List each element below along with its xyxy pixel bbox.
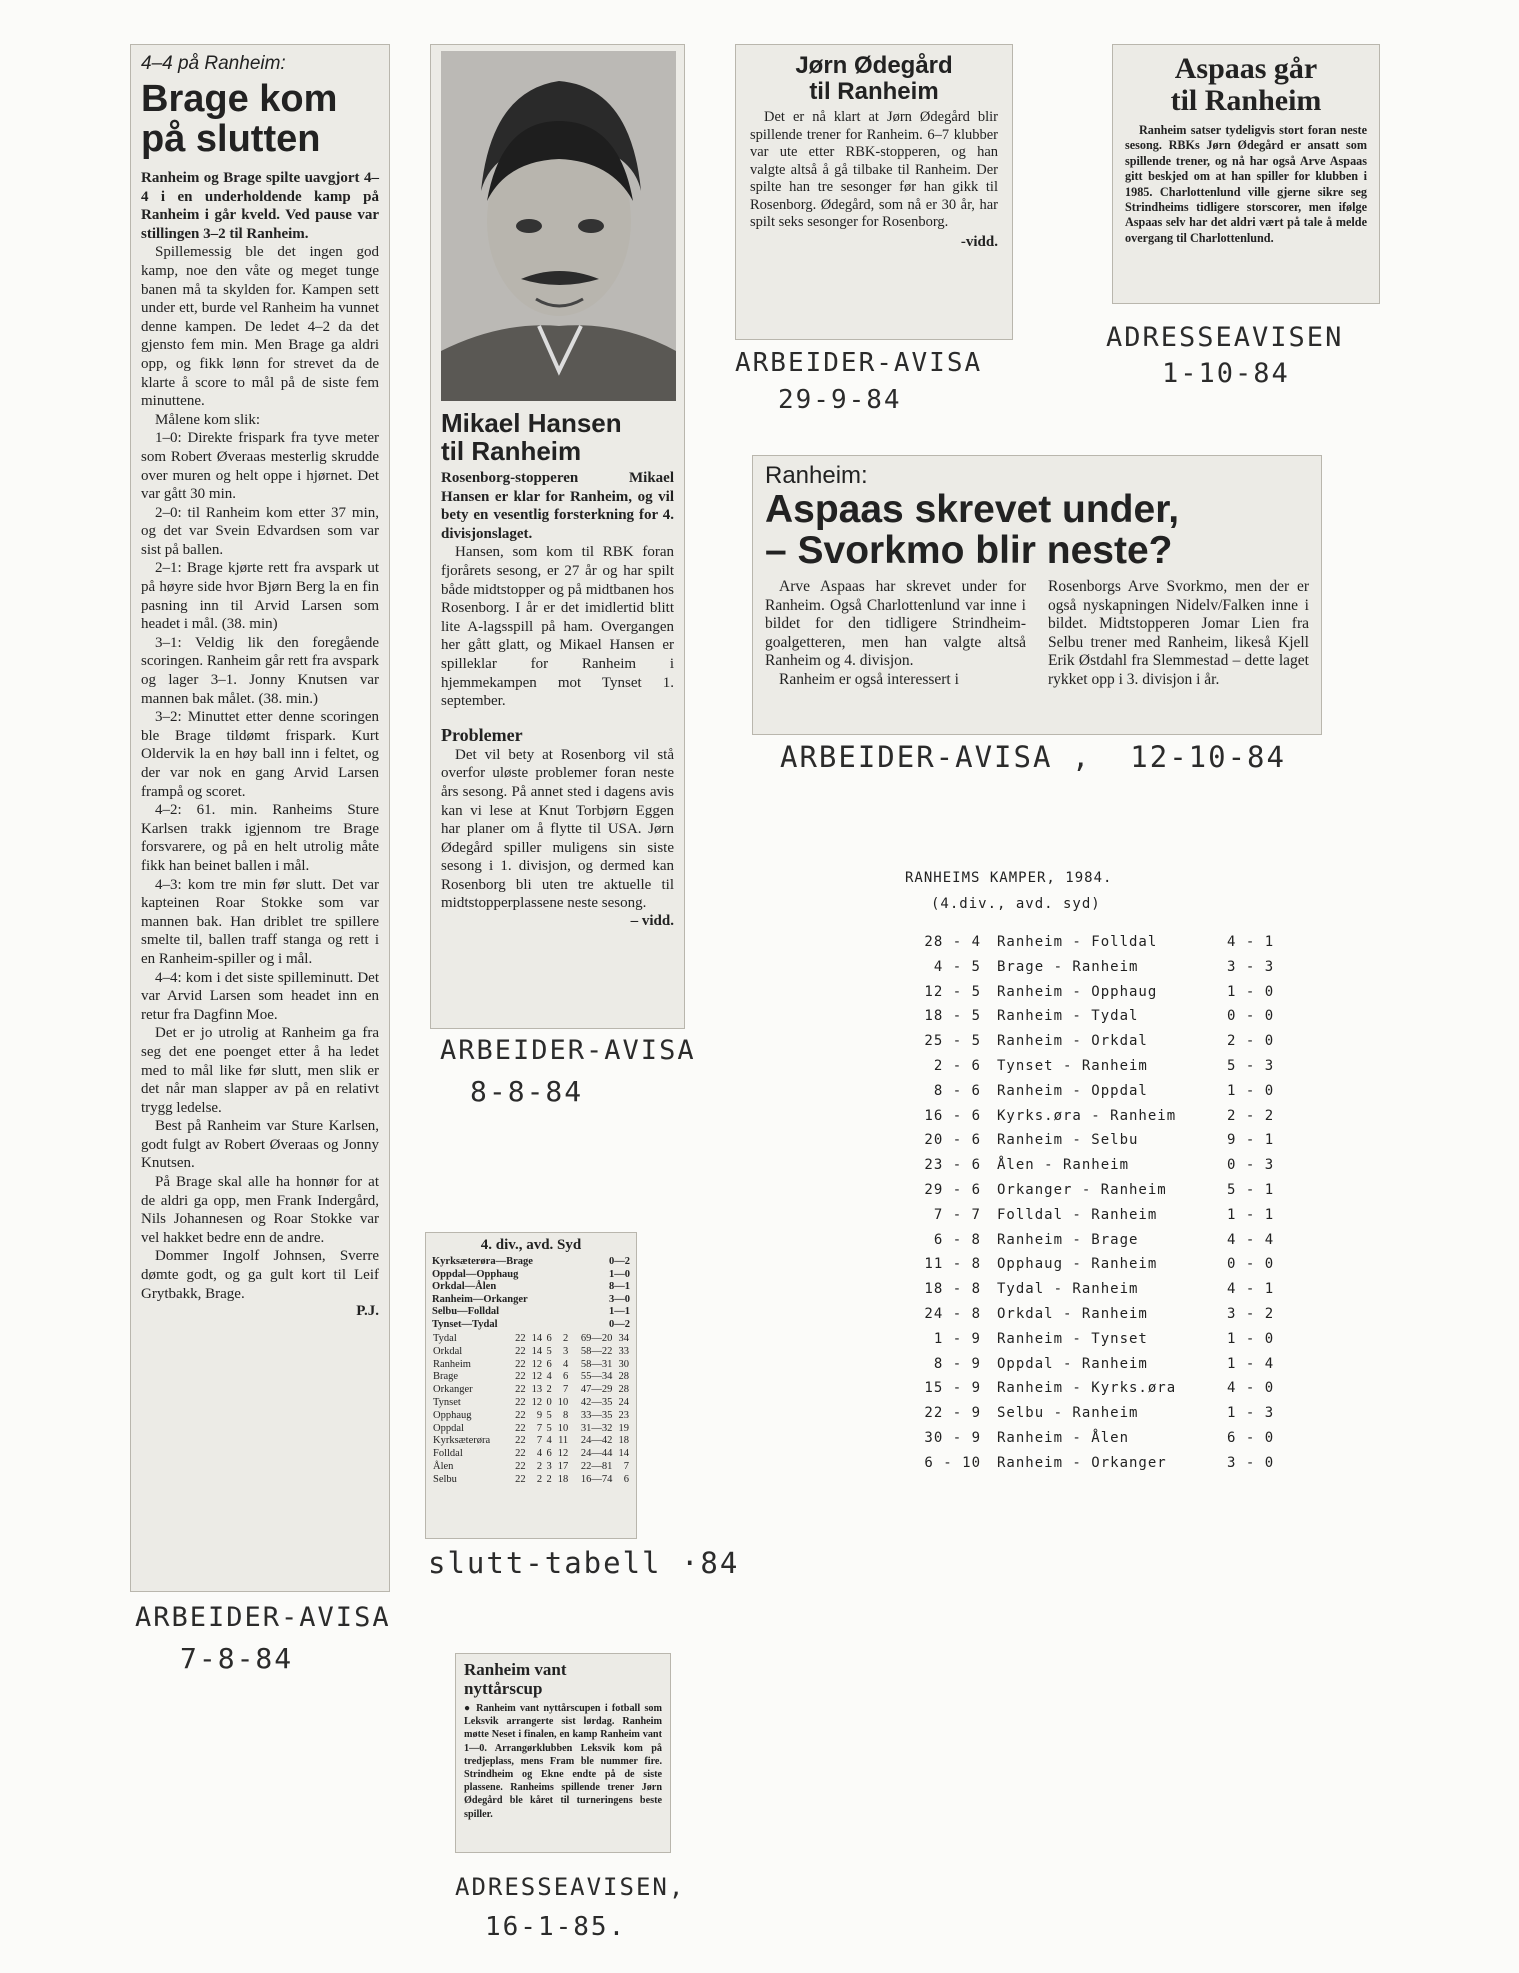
results-rows [905,934,1305,1480]
headline: Brage kom [141,78,338,120]
round-result-row [432,1319,630,1332]
round-result-row [432,1306,630,1319]
league-pts: 6 [623,1473,629,1485]
subhead: Problemer [441,724,523,745]
body-paragraph: 3–2: Minuttet etter denne scoringen ble Brage tildømt frispark. Kurt Oldervik la en høy ball inn i feltet, og der var nok en gang Arvid Larsen frampå og scoret. [141,709,379,800]
league-goals: 58—31 [580,1358,613,1370]
result-row [905,1405,1305,1430]
body-paragraph: Arve Aspaas har skrevet under for Ranheim. Også Charlottenlund var inne i bildet for den tidligere Strindheim-goalgetteren, men han valgte altså Ranheim og 4. divisjon. [765,578,1026,670]
result-date: 7 - 7 [933,1206,981,1223]
league-l: 4 [562,1358,569,1370]
result-score: 4 - 1 [1227,934,1275,950]
league-w: 9 [536,1409,543,1421]
result-row [905,1256,1305,1281]
league-goals: 24—44 [580,1448,613,1460]
result-score: 1 - 3 [1227,1405,1275,1422]
league-goals: 47—29 [580,1384,613,1396]
round-result-row [432,1269,630,1282]
round-result-score: 1—0 [609,1268,630,1280]
result-score: 1 - 4 [1227,1355,1275,1372]
league-goals: 22—81 [580,1460,613,1472]
league-table-row [432,1384,630,1397]
league-goals: 16—74 [580,1473,613,1485]
result-row [905,1380,1305,1405]
result-date: 25 - 5 [924,1033,981,1050]
body-paragraph: Ranheim satser tydeligvis stort foran neste sesong. RBKs Jørn Ødegård er ansatt som spillende trener, og nå har også Arve Aspaas gitt beskjed om at han spiller for klubben i 1985. Charlottenlund ville gjerne sikre seg Strindheims tidligere storscorer, men ifølge Aspaas selv har det aldri vært på tale å melde overgang til Charlottenlund. [1125,123,1367,245]
body-paragraph: 3–1: Veldig lik den foregående scoringen. Ranheim går rett fra avspark og lager 3–1. Jonny Knutsen var mannen bak målet. (38. min.) [141,634,379,707]
round-result-match: Orkdal—Ålen [432,1281,497,1292]
result-match: Ranheim - Selbu [997,1132,1139,1149]
result-match: Ranheim - Kyrks.øra [997,1380,1177,1397]
league-pts: 19 [618,1422,629,1434]
clipping-standings-table [425,1232,637,1539]
result-match: Ranheim - Tynset [997,1330,1148,1347]
league-d: 2 [546,1384,552,1396]
result-match: Folldal - Ranheim [997,1206,1158,1223]
result-row [905,1157,1305,1182]
result-row [905,1132,1305,1157]
league-p: 22 [515,1345,526,1357]
league-table [432,1333,630,1487]
league-w: 14 [531,1333,543,1344]
body-paragraph: Hansen, som kom til RBK foran fjorårets sesong, er 27 år og har spilt både midtstopper og på midtbanen hos Rosenborg. I år er det imidlertid blitt lite A-lagsspill på ham. Overgangen her gått glatt, og Mikael Hansen er spilleklar for Ranheim i hjemmekampen mot Tynset 1. september. [441,544,674,710]
league-goals: 31—32 [580,1422,613,1434]
league-table-row [432,1461,630,1474]
result-row [905,1331,1305,1356]
league-goals: 24—42 [580,1435,613,1447]
body-paragraph: Dommer Ingolf Johnsen, Sverre dømte godt, og ga gult kort til Leif Grytbakk, Brage. [141,1248,379,1302]
headline: Ranheim vant [464,1660,567,1679]
league-l: 2 [562,1333,569,1344]
league-d: 5 [546,1409,552,1421]
result-match: Orkanger - Ranheim [997,1181,1167,1198]
league-d: 4 [546,1371,552,1383]
result-date: 11 - 8 [924,1256,981,1273]
round-result-score: 3—0 [609,1293,630,1305]
league-p: 22 [515,1358,526,1370]
result-match: Oppdal - Ranheim [997,1355,1148,1372]
result-date: 4 - 5 [933,958,981,975]
result-row [905,934,1305,959]
body-paragraph: Det er nå klart at Jørn Ødegård blir spillende trener for Ranheim. 6–7 klubber var ute etter RBK-stopperen, og han valgte altså å gå tilbake til Ranheim. Der spilte han tre sesonger før han gikk til Rosenborg. Ødegård, som nå er 30 år, har spilt seks sesonger for Rosenborg. [750,109,998,230]
league-table-row [432,1410,630,1423]
body-paragraph-2: Ranheim er også interessert i [779,670,959,688]
league-pts: 30 [618,1358,629,1370]
result-date: 6 - 10 [924,1454,981,1471]
result-row [905,1008,1305,1033]
league-team: Ranheim [433,1358,471,1370]
headline: Aspaas går [1174,52,1318,85]
league-team: Orkanger [433,1384,473,1396]
result-date: 15 - 9 [924,1380,981,1397]
league-d: 6 [546,1333,552,1344]
round-result-score: 1—1 [609,1306,630,1317]
round-result-match: Oppdal—Opphaug [432,1268,519,1280]
player-portrait-photo [441,51,676,401]
league-goals: 58—22 [580,1345,613,1357]
article-column-2 [1048,578,1309,690]
league-team: Selbu [433,1473,457,1485]
body-paragraph: Det er jo utrolig at Ranheim ga fra seg det ene poenget etter å ha ledet med to mål like før slutt, men slik er det når man slapper av på en relativt trygg ledelse. [141,1025,379,1116]
round-result-row [432,1294,630,1307]
result-match: Ranheim - Oppdal [997,1082,1148,1099]
league-d: 2 [546,1473,552,1485]
date-label: 16-1-85. [485,1912,627,1942]
result-row [905,1207,1305,1232]
league-d: 6 [546,1448,552,1460]
league-p: 22 [515,1396,526,1408]
round-result-match: Ranheim—Orkanger [432,1293,528,1305]
league-goals: 69—20 [580,1333,613,1344]
league-goals: 42—35 [580,1396,613,1408]
league-team: Brage [433,1371,459,1383]
league-d: 5 [546,1422,552,1434]
result-match: Selbu - Ranheim [997,1405,1139,1422]
league-pts: 18 [618,1435,629,1447]
result-match: Tynset - Ranheim [997,1057,1148,1074]
result-score: 0 - 3 [1227,1157,1275,1174]
headline: Mikael Hansen [441,408,622,438]
result-date: 18 - 5 [924,1008,981,1025]
source-label: ARBEIDER-AVISA [135,1602,391,1633]
result-date: 29 - 6 [924,1181,981,1198]
league-team: Opphaug [433,1409,472,1421]
league-table-row [432,1435,630,1448]
league-w: 12 [531,1371,543,1383]
league-table-row [432,1333,630,1346]
league-table-row [432,1359,630,1372]
result-score: 1 - 0 [1227,983,1275,1000]
clipping-jorn-odegard [735,44,1013,340]
result-row [905,1455,1305,1480]
league-goals: 33—35 [580,1409,613,1421]
league-l: 3 [562,1345,569,1357]
result-date: 20 - 6 [924,1132,981,1149]
round-results [432,1256,630,1331]
league-team: Tydal [433,1333,457,1344]
result-match: Ranheim - Orkanger [997,1454,1167,1471]
league-pts: 28 [618,1384,629,1396]
league-w: 12 [531,1396,543,1408]
result-score: 6 - 0 [1227,1429,1275,1446]
league-p: 22 [515,1422,526,1434]
result-date: 2 - 6 [933,1057,981,1074]
result-score: 2 - 0 [1227,1033,1275,1050]
league-table-row [432,1346,630,1359]
result-score: 2 - 2 [1227,1107,1275,1124]
result-date: 30 - 9 [924,1429,981,1446]
round-result-match: Tynset—Tydal [432,1318,498,1330]
result-match: Kyrks.øra - Ranheim [997,1107,1177,1124]
source-label: ARBEIDER-AVISA [735,348,983,378]
headline-line-2: til Ranheim [1170,84,1322,117]
result-match: Ranheim - Tydal [997,1008,1139,1025]
league-table-row [432,1423,630,1436]
date-label: 7-8-84 [180,1642,294,1675]
league-p: 22 [515,1448,526,1460]
league-table-row [432,1474,630,1487]
body-paragraph: Best på Ranheim var Sture Karlsen, godt fulgt av Robert Øveraas og Jonny Knutsen. [141,1118,379,1172]
kicker: 4–4 på Ranheim: [141,53,286,74]
body-paragraph: 1–0: Direkte frispark fra tyve meter som Robert Øveraas mesterlig skrudde over muren og helt oppe i hjørnet. Det var gått 30 min. [141,430,379,503]
league-p: 22 [515,1409,526,1421]
body-paragraph-2: Det vil bety at Rosenborg vil stå overfor uløste problemer foran neste års sesong. På annet sted i dagens avis kan vi lese at Knut Torbjørn Eggen har planer om å flytte til USA. Jørn Ødegård spiller muligens sin siste sesong i 1. divisjon, og dermed kan Rosenborg bli uten tre aktuelle til midtstopperplassene neste sesong. [441,746,674,912]
league-pts: 14 [618,1448,629,1460]
source-name: ARBEIDER-AVISA [780,740,1053,774]
headline: Jørn Ødegård [795,52,953,79]
clipping-ranheim-vant-nyttarscup [455,1653,671,1853]
result-match: Ranheim - Opphaug [997,983,1158,1000]
league-l: 10 [557,1396,569,1408]
signature: P.J. [356,1303,379,1320]
league-goals: 55—34 [580,1371,613,1383]
result-date: 6 - 8 [933,1231,981,1248]
result-row [905,1281,1305,1306]
league-l: 8 [562,1409,569,1421]
league-team: Ålen [433,1460,454,1472]
result-score: 3 - 2 [1227,1305,1275,1322]
league-table-row [432,1448,630,1461]
league-p: 22 [515,1435,526,1447]
league-p: 22 [515,1460,526,1472]
body-paragraph: På Brage skal alle ha honnør for at de aldri ga opp, men Frank Indergård, Nils Johannesen og Roar Stokke var vel hakket bedre enn de andre. [141,1174,379,1246]
result-date: 16 - 6 [924,1107,981,1124]
league-pts: 28 [618,1371,629,1383]
clipping-mikael-hansen [430,44,685,1029]
league-d: 5 [546,1345,552,1357]
result-score: 4 - 0 [1227,1380,1275,1397]
league-l: 18 [557,1473,569,1485]
result-date: 28 - 4 [924,934,981,950]
body-paragraph: 4–4: kom i det siste spilleminutt. Det var Arvid Larsen som headet inn en retur fra Dagfinn Moe. [141,969,379,1023]
result-date: 22 - 9 [924,1405,981,1422]
result-row [905,959,1305,984]
signature: -vidd. [960,233,998,250]
headline: Aspaas skrevet under, [765,488,1180,531]
signature: – vidd. [630,913,674,930]
league-team: Orkdal [433,1345,463,1357]
standings-title: 4. div., avd. Syd [480,1237,582,1253]
league-w: 12 [531,1358,543,1370]
round-result-row [432,1281,630,1294]
clipping-aspaas-gar-til-ranheim [1112,44,1380,304]
clipping-aspaas-skrevet-under [752,455,1322,735]
result-row [905,1108,1305,1133]
headline-line-2: på slutten [141,118,321,160]
result-row [905,1306,1305,1331]
result-score: 1 - 0 [1227,1330,1275,1347]
round-result-match: Selbu—Folldal [432,1306,500,1317]
round-result-row [432,1256,630,1269]
league-p: 22 [515,1384,526,1396]
article-columns [765,578,1309,690]
body-paragraph: 4–3: kom tre min før slutt. Det var kapteinen Roar Stokke som var mannen bak. Han driblet tre spillere smelte til, ballen traff stanga og rett i en Ranheim-spiller og i mål. [141,876,379,967]
article-column-1 [765,578,1026,690]
league-pts: 24 [618,1396,629,1408]
league-table-row [432,1397,630,1410]
kicker: Ranheim: [765,462,868,489]
result-score: 0 - 0 [1227,1008,1275,1025]
result-match: Ålen - Ranheim [997,1157,1130,1174]
body-paragraph-3: Rosenborgs Arve Svorkmo, men der er også nyskapningen Nidelv/Falken inne i bildet. Midtstopperen Jomar Lien fra Selbu trener med Ranheim, likeså Kjell Erik Østdahl fra Slemmestad – dette laget rykket opp i 3. divisjon i år. [1048,578,1309,688]
result-date: 18 - 8 [924,1281,981,1298]
result-score: 5 - 1 [1227,1181,1275,1198]
headline-line-2: til Ranheim [809,78,939,105]
league-team: Kyrksæterøra [433,1435,491,1447]
result-date: 12 - 5 [924,983,981,1000]
league-l: 7 [562,1384,569,1396]
result-row [905,1430,1305,1455]
league-table-row [432,1371,630,1384]
round-result-score: 8—1 [609,1281,630,1292]
league-l: 11 [558,1435,569,1447]
league-w: 2 [536,1460,543,1472]
date-label: 1-10-84 [1162,358,1290,389]
source-label: ARBEIDER-AVISA [440,1035,696,1066]
headline-line-2: til Ranheim [441,436,582,466]
result-score: 3 - 0 [1227,1454,1275,1471]
league-d: 3 [546,1460,552,1472]
result-match: Opphaug - Ranheim [997,1256,1158,1273]
body-paragraph: 4–2: 61. min. Ranheims Sture Karlsen trakk igjennom tre Brage forsvarere, og på en helt utrolig måte fikk han beinet ballen i mål. [141,802,379,874]
league-w: 2 [536,1473,543,1485]
league-w: 14 [531,1345,543,1357]
result-row [905,984,1305,1009]
result-row [905,1058,1305,1083]
league-pts: 23 [618,1409,629,1421]
lead-paragraph: Rosenborg-stopperen Mikael Hansen er klar for Ranheim, og vil bety en vesentlig forsterkning for 4. divisjonslaget. [441,470,674,542]
lead-paragraph: Ranheim og Brage spilte uavgjort 4–4 i en underholdende kamp på Ranheim i går kveld. Ved pause var stillingen 3–2 til Ranheim. [141,170,379,242]
source-label: ADRESSEAVISEN [1106,322,1344,353]
headline-line-2: nyttårscup [464,1679,543,1698]
league-l: 10 [557,1422,569,1434]
league-w: 13 [531,1384,543,1396]
result-date: 23 - 6 [924,1157,981,1174]
body-paragraph: Målene kom slik: [155,411,260,428]
league-pts: 34 [618,1333,629,1344]
league-d: 0 [546,1396,552,1408]
result-match: Brage - Ranheim [997,958,1139,975]
league-team: Folldal [433,1448,463,1460]
result-score: 1 - 0 [1227,1082,1275,1099]
league-d: 4 [546,1435,552,1447]
article-body [141,243,379,1303]
result-score: 0 - 0 [1227,1256,1275,1273]
body-paragraph: ● Ranheim vant nyttårscupen i fotball som Leksvik arrangerte sist lørdag. Ranheim møtte Neset i finalen, en kamp Ranheim vant 1—0. Arrangørklubben Leksvik kom på tredjeplass, mens Fram ble nummer fire. Strindheim og Ekne endte på de siste plassene. Ranheims spillende trener Jørn Ødegård ble kåret til turneringens beste spiller. [464,1703,662,1820]
result-row [905,1232,1305,1257]
league-team: Oppdal [433,1422,464,1434]
caption-label: slutt-tabell ·84 [428,1546,740,1580]
result-score: 1 - 1 [1227,1206,1275,1223]
result-score: 3 - 3 [1227,958,1275,975]
result-date: 8 - 9 [933,1355,981,1372]
result-match: Ranheim - Orkdal [997,1033,1148,1050]
round-result-score: 0—2 [609,1256,630,1267]
results-title: RANHEIMS KAMPER, 1984. [905,870,1113,886]
result-date: 24 - 8 [924,1305,981,1322]
clipping-brage-kom-pa-slutten [130,44,390,1592]
result-row [905,1033,1305,1058]
result-row [905,1356,1305,1381]
result-date: 1 - 9 [933,1330,981,1347]
league-l: 17 [557,1460,569,1472]
league-w: 4 [536,1448,543,1460]
league-pts: 33 [618,1345,629,1357]
round-result-score: 0—2 [609,1318,630,1330]
result-match: Tydal - Ranheim [997,1281,1139,1298]
results-list [905,870,1305,1480]
date-label: 8-8-84 [470,1075,584,1108]
league-pts: 7 [623,1460,629,1472]
results-subtitle: (4.div., avd. syd) [931,896,1101,912]
league-w: 7 [536,1422,543,1434]
result-score: 4 - 4 [1227,1231,1275,1248]
date-label: 12-10-84 [1130,740,1286,774]
result-match: Ranheim - Brage [997,1231,1139,1248]
date-label: 29-9-84 [778,385,902,415]
league-p: 22 [515,1371,526,1383]
source-label: ADRESSEAVISEN, [455,1873,686,1901]
league-p: 22 [515,1333,526,1344]
league-p: 22 [515,1473,526,1485]
league-team: Tynset [433,1396,461,1408]
league-d: 6 [546,1358,552,1370]
result-row [905,1182,1305,1207]
result-date: 8 - 6 [933,1082,981,1099]
result-match: Ranheim - Folldal [997,934,1158,950]
headline-line-2: – Svorkmo blir neste? [765,529,1173,572]
result-match: Orkdal - Ranheim [997,1305,1148,1322]
league-l: 6 [562,1371,569,1383]
league-l: 12 [557,1448,569,1460]
source-label: ARBEIDER-AVISA , 12-10-84 [780,740,1286,774]
result-row [905,1083,1305,1108]
result-score: 9 - 1 [1227,1132,1275,1149]
body-paragraph: Spillemessig ble det ingen god kamp, noe den våte og meget tunge banen må ta skylden for. Kampen sett under ett, burde vel Ranheim ha vunnet denne kampen. De ledet 4–2 da det gjensto fem min. Men Brage ga aldri opp, og fikk lønn for strevet da de klarte å score to mål på de siste fem minuttene. [141,244,379,410]
body-paragraph: 2–0: til Ranheim kom etter 37 min, og det var Svein Edvardsen som var sist på ballen. [141,504,379,558]
result-match: Ranheim - Ålen [997,1429,1130,1446]
round-result-match: Kyrksæterøra—Brage [432,1256,533,1267]
league-w: 7 [536,1435,543,1447]
result-score: 5 - 3 [1227,1057,1275,1074]
body-paragraph: 2–1: Brage kjørte rett fra avspark ut på høyre side hvor Bjørn Berg la en fin pasning inn til Arvid Larsen som headet i mål. (38. min) [141,560,379,633]
result-score: 4 - 1 [1227,1281,1275,1298]
